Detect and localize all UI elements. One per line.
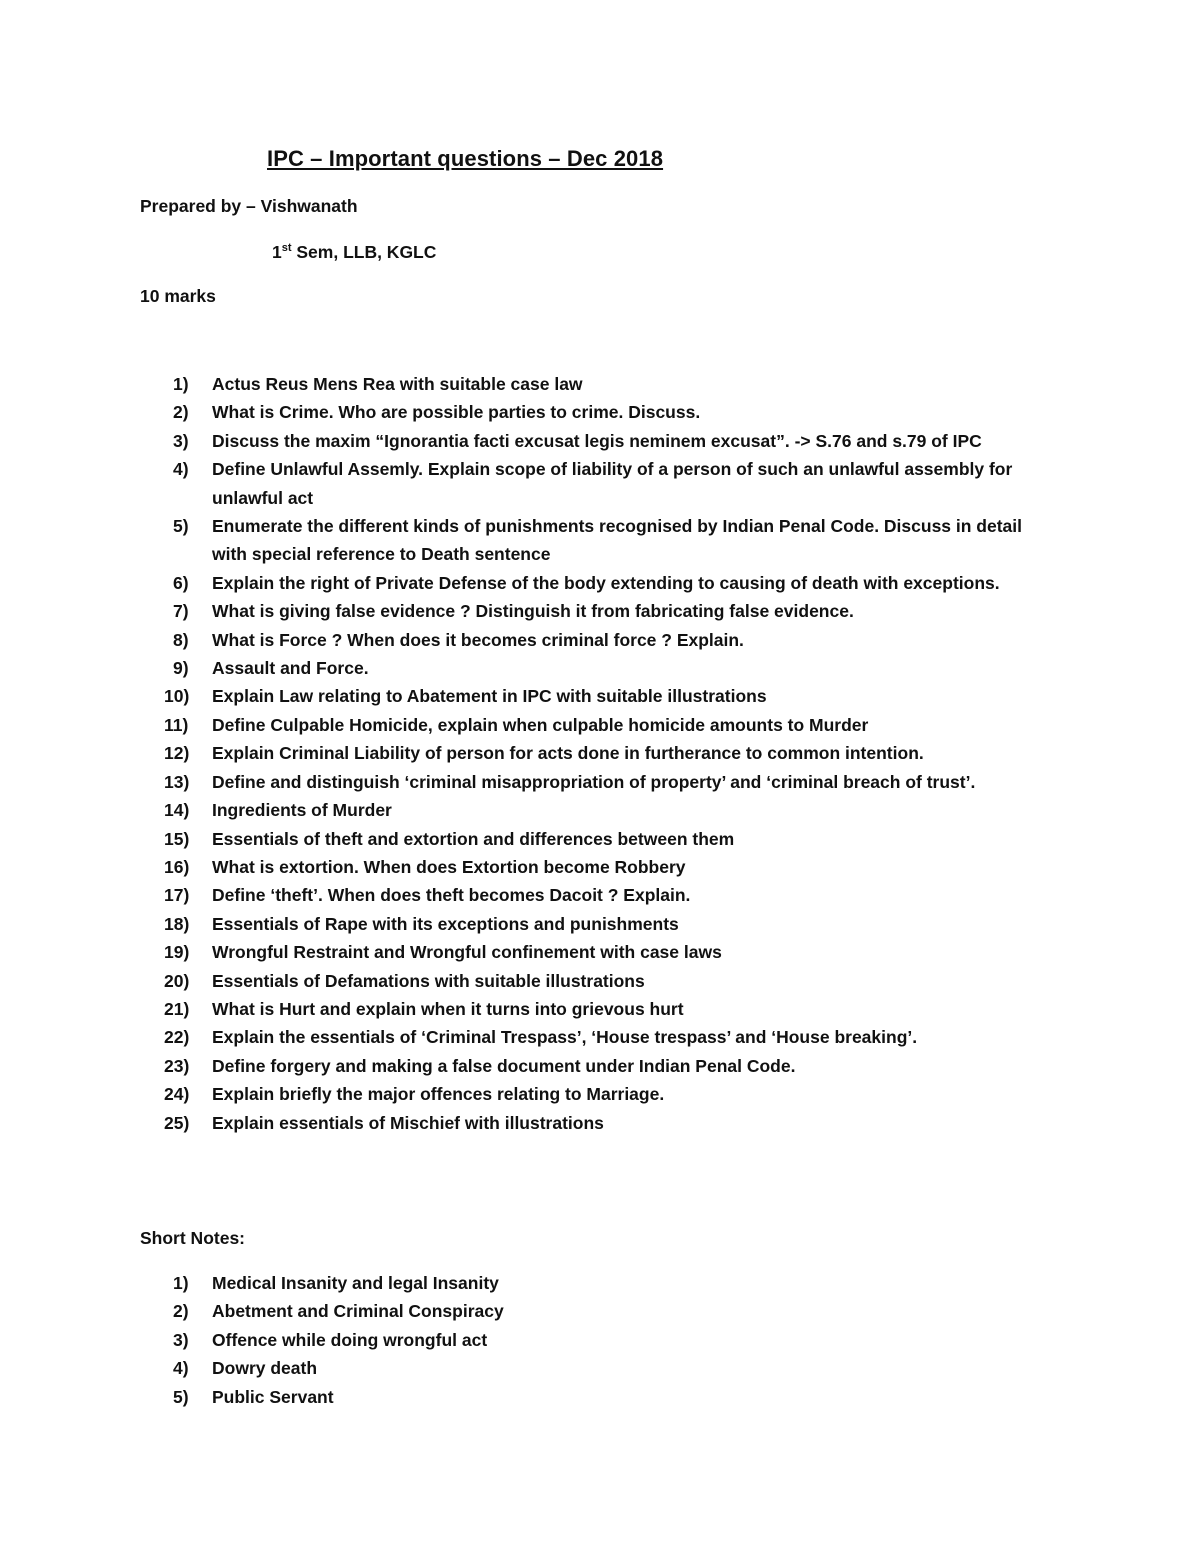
list-item-text: Enumerate the different kinds of punishments recognised by Indian Penal Code. Discuss in detail with special reference to Death sentence [212,516,1023,565]
question-item [0,654,1052,682]
list-item-number: 5) [173,1386,189,1407]
list-item-number: 17) [164,885,190,906]
short-notes-heading: Short Notes: [140,1228,245,1248]
ten-marks-heading: 10 marks [140,286,216,306]
question-item [0,825,1052,853]
question-item [0,455,1052,512]
question-item [0,739,1052,767]
question-item [0,1052,1052,1080]
list-item-number: 7) [173,601,189,622]
document-title: IPC – Important questions – Dec 2018 [267,146,664,171]
question-item [0,1109,1052,1137]
list-item-text: Explain Law relating to Abatement in IPC with suitable illustrations [212,686,767,707]
question-item [0,569,1052,597]
ten-marks-question-list [0,370,1052,1137]
list-item-text: Define and distinguish ‘criminal misappropriation of property’ and ‘criminal breach of trust’. [212,771,976,792]
list-item-number: 23) [164,1055,190,1076]
list-item-number: 4) [173,1358,189,1379]
list-item-number: 10) [164,686,190,707]
list-item-text: Wrongful Restraint and Wrongful confinement with case laws [212,942,722,963]
list-item-text: What is Hurt and explain when it turns into grievous hurt [212,998,684,1019]
list-item-text: Explain essentials of Mischief with illustrations [212,1112,604,1133]
list-item-text: Define Culpable Homicide, explain when culpable homicide amounts to Murder [212,714,869,735]
list-item-text: Medical Insanity and legal Insanity [212,1273,499,1293]
list-item-text: What is giving false evidence ? Distinguish it from fabricating false evidence. [212,601,854,622]
short-note-item [0,1354,1052,1382]
list-item-text: Explain Criminal Liability of person for acts done in furtherance to common intention. [212,743,924,764]
list-item-number: 3) [173,430,189,451]
list-item-number: 21) [164,998,190,1019]
list-item-text: Ingredients of Murder [212,800,392,821]
list-item-number: 8) [173,629,189,650]
list-item-text: Define Unlawful Assemly. Explain scope of liability of a person of such an unlawful assembly for unlawful act [212,459,1013,508]
list-item-number: 1) [173,1273,189,1293]
list-item-number: 16) [164,856,190,877]
list-item-number: 1) [173,374,189,394]
list-item-number: 24) [164,1084,190,1105]
question-item [0,938,1052,966]
list-item-number: 2) [173,1301,189,1322]
list-item-number: 4) [173,459,189,480]
list-item-text: What is Crime. Who are possible parties to crime. Discuss. [212,402,701,423]
question-item [0,512,1052,569]
list-item-number: 9) [173,658,189,679]
list-item-text: Explain the right of Private Defense of the body extending to causing of death with exceptions. [212,572,1000,593]
semester-details: Sem, LLB, KGLC [291,242,437,262]
list-item-text: Define ‘theft’. When does theft becomes Dacoit ? Explain. [212,885,691,906]
question-item [0,796,1052,824]
question-item [0,881,1052,909]
question-item [0,995,1052,1023]
list-item-number: 5) [173,516,189,537]
question-item [0,967,1052,995]
list-item-number: 25) [164,1112,190,1133]
short-note-item [0,1326,1052,1354]
list-item-text: Essentials of Defamations with suitable illustrations [212,970,645,991]
question-item [0,597,1052,625]
question-item [0,711,1052,739]
list-item-text: What is extortion. When does Extortion become Robbery [212,856,686,877]
list-item-number: 15) [164,828,190,849]
question-item [0,626,1052,654]
list-item-number: 12) [164,743,190,764]
prepared-by: Prepared by – Vishwanath [140,196,358,216]
list-item-number: 18) [164,913,190,934]
question-item [0,910,1052,938]
short-note-item [0,1297,1052,1325]
list-item-text: Explain the essentials of ‘Criminal Trespass’, ‘House trespass’ and ‘House breaking’. [212,1027,918,1048]
list-item-text: Explain briefly the major offences relating to Marriage. [212,1084,665,1105]
question-item [0,853,1052,881]
list-item-number: 2) [173,402,189,423]
list-item-text: Essentials of theft and extortion and differences between them [212,828,735,849]
semester-suffix: st [281,242,292,255]
question-item [0,398,1052,426]
list-item-number: 14) [164,800,190,821]
list-item-text: Actus Reus Mens Rea with suitable case law [212,374,583,394]
list-item-text: What is Force ? When does it becomes criminal force ? Explain. [212,629,744,650]
list-item-text: Discuss the maxim “Ignorantia facti excusat legis neminem excusat”. -> S.76 and s.79 of IPC [212,430,982,451]
list-item-number: 20) [164,970,190,991]
question-item [0,1080,1052,1108]
list-item-number: 6) [173,572,189,593]
list-item-text: Assault and Force. [212,658,369,679]
semester-number: 1 [272,242,282,262]
list-item-number: 13) [164,771,190,792]
list-item-number: 11) [164,714,189,735]
question-item [0,370,1052,398]
short-notes-list [0,1269,1052,1411]
question-item [0,768,1052,796]
short-note-item [0,1269,1052,1297]
list-item-text: Offence while doing wrongful act [212,1329,488,1350]
semester-line [272,242,436,263]
question-item [0,427,1052,455]
list-item-text: Abetment and Criminal Conspiracy [212,1301,504,1322]
list-item-text: Public Servant [212,1386,334,1407]
list-item-number: 22) [164,1027,190,1048]
list-item-text: Essentials of Rape with its exceptions and punishments [212,913,679,934]
short-note-item [0,1383,1052,1411]
question-item [0,682,1052,710]
question-item [0,1023,1052,1051]
list-item-text: Dowry death [212,1358,318,1379]
list-item-text: Define forgery and making a false document under Indian Penal Code. [212,1055,796,1076]
list-item-number: 3) [173,1329,189,1350]
list-item-number: 19) [164,942,190,963]
